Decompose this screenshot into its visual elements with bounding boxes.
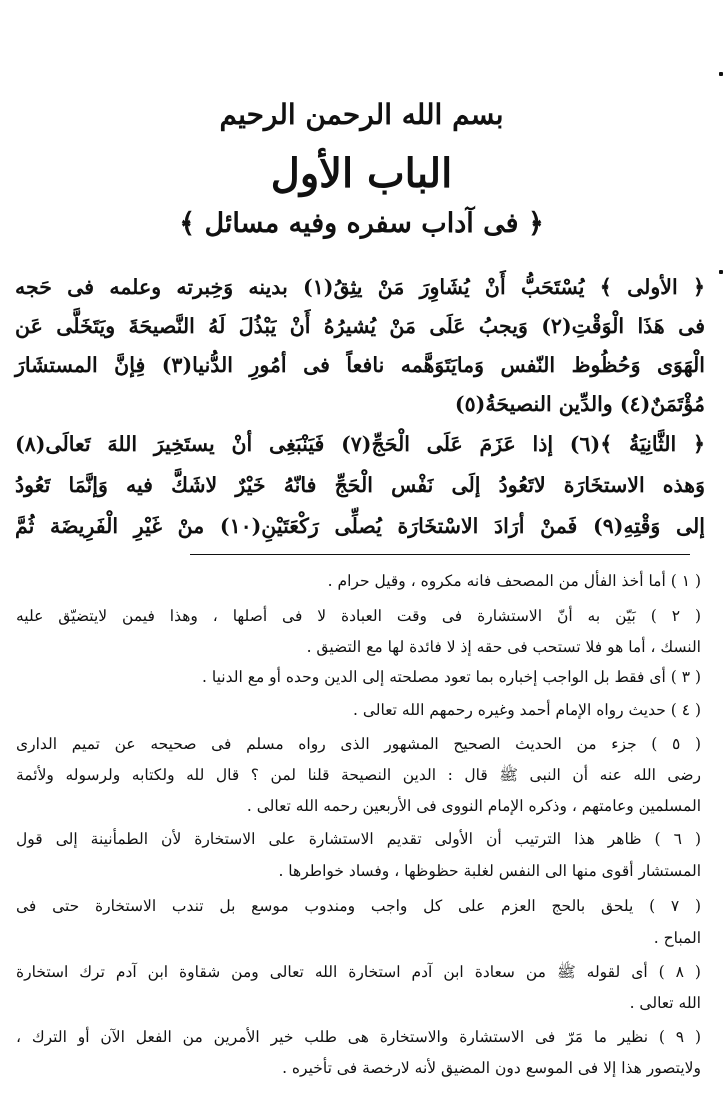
footnote-line: ( ٤ ) حديث رواه الإمام أحمد وغيره رحمهم الله تعالى . [352,701,701,719]
footnote-line: رضى الله عنه أن النبى ﷺ قال : الدين النصيحة قلنا لمن ؟ قال لله ولكتابه ولرسوله ولأئمة [16,766,701,784]
footnote-line: ( ٩ ) نظير ما مَرّ فى الاستشارة والاستخارة هى طلب خير الأمرين من الفعل الآن أو الترك ، [16,1028,701,1046]
body-text-line: الْهَوَى وَحُظُوظ النّفس وَمايَتَوَهَّمه نافعاً فى أمُورِ الدُّنيا(٣) فِإنَّ المستشَارَ [15,353,705,377]
body-text-line: ﴿ الثَّانِيَةُ ﴾(٦) إذا عَزَمَ عَلَى الْحَجِّ(٧) فَيَنْبَغِى أنْ يستَخِيرَ اللهَ تَعالَى(٨) [15,432,705,456]
footnote-line: ( ٨ ) أى لقوله ﷺ من سعادة ابن آدم استخارة الله تعالى ومن شقاوة ابن آدم ترك استخارة [16,963,701,981]
footnote-line: ( ٧ ) يلحق بالحج العزم على كل واجب ومندوب موسع بل تندب الاستخارة حتى فى [16,897,701,915]
footnote-line: المباح . [653,929,701,947]
margin-mark [719,270,723,274]
footnote-line: ( ٣ ) أى فقط بل الواجب إخباره بما تعود مصلحته إلى الدين وحده أو مع الدنيا . [202,668,701,686]
footnote-line: ( ١ ) أما أخذ الفأل من المصحف فانه مكروه ، وقيل حرام . [327,572,701,590]
footnote-line: ولايتصور هذا إلا فى الموسع دون المضيق لأنه لارخصة فى تأخيره . [282,1059,701,1077]
footnote-line: ( ٦ ) ظاهر هذا الترتيب أن الأولى تقديم الاستشارة على الاستخارة لأن الطمأنينة إلى قول [16,830,701,848]
body-text-line: مُؤْتَمَنٌ(٤) والدِّين النصيحَةُ(٥) [454,392,705,416]
footnote-line: الله تعالى . [629,994,701,1012]
footnote-line: النسك ، أما هو فلا تستحب فى حقه إذ لا فائدة لها مع التضيق . [306,638,701,656]
footnote-divider [190,554,690,555]
footnote-line: ( ٥ ) جزء من الحديث الصحيح المشهور الذى رواه مسلم فى صحيحه عن تميم الدارى [16,735,701,753]
footnote-line: ( ٢ ) بَيّن به أنّ الاستشارة فى وقت العبادة لا فى أصلها ، وهذا فيمن لايتضيّق عليه [16,607,701,625]
chapter-title: الباب الأول [270,150,453,197]
margin-mark [719,72,723,76]
chapter-subtitle: ﴿ فى آداب سفره وفيه مسائل ﴾ [179,208,544,239]
body-text-line: فى هَذَا الْوَقْتِ(٢) وَيجبُ عَلَى مَنْ يُشيرُهُ أَنْ يَبْذُلَ لَهُ النَّصيحَةَ ويَتَخَلَّى عَن [15,314,705,338]
footnote-line: المستشار أقوى منها الى النفس لغلبة حظوظها ، وفساد خواطرها . [278,862,701,880]
body-text-line: ﴿ الأولى ﴾ يُسْتَحَبُّ أَنْ يُشَاوِرَ مَنْ يثِقُ(١) بدينه وَخِبرته وعلمه فى حَجه [15,275,705,299]
body-text-line: إلى وَقْتِهِ(٩) فَمنْ أرَادَ الاسْتخَارَة يُصلِّى رَكْعَتَيْنِ(١٠) منْ غَيْرِ الْفَرِيضَة ثُمَّ [15,514,705,538]
body-text-line: وَهذه الاستخَارَة لاتَعُودُ إلَى نَفْس الْحَجِّ فانّهُ خَيْرٌ لاشَكَّ فيه وَإنَّمَا تَعُودُ [15,473,705,497]
basmala-heading: بسم الله الرحمن الرحيم [219,98,504,131]
footnote-line: المسلمين وعامتهم ، وذكره الإمام النووى فى الأربعين رحمه الله تعالى . [246,797,701,815]
